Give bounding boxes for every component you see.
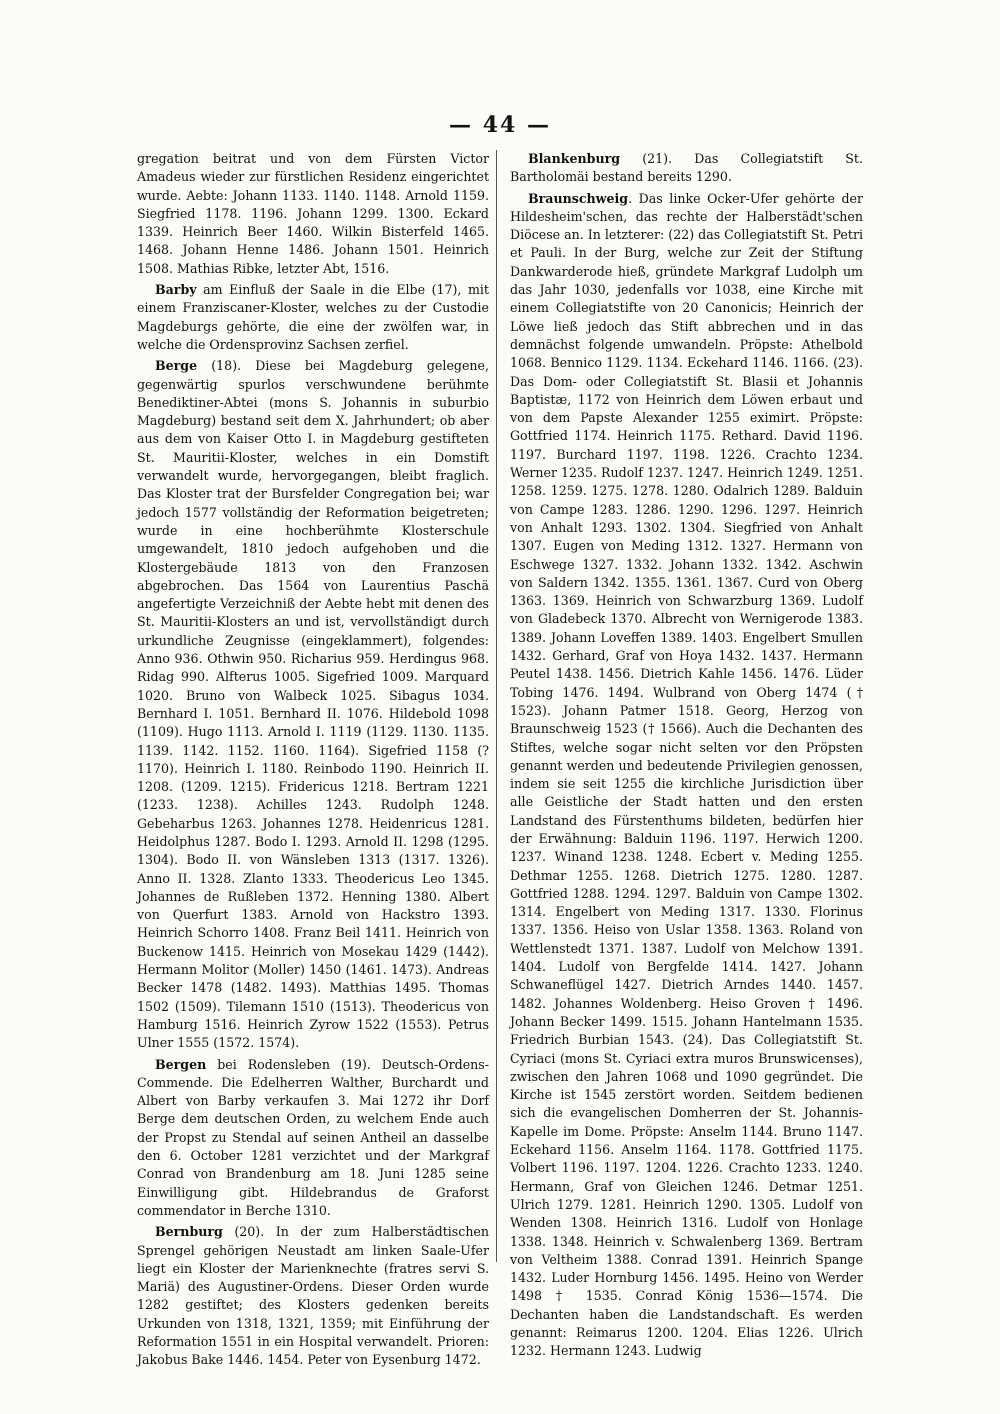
entry-heading: Berge [155, 358, 198, 374]
entry-barby [137, 281, 489, 354]
entry-bernburg [137, 1223, 489, 1369]
entry-text: (21). Das Collegiatstift St. Bartholomäi bestand bereits 1290. [510, 151, 863, 185]
entry-text: (18). Diese bei Magdeburg gelegene, gegenwärtig spurlos verschwundene berühmte Benediktiner-Abtei (mons S. Johannis in suburbio Magdeburg) bestand seit dem X. Jahrhundert; ob aber aus dem von Kaiser Otto I. in Magdeburg gestifteten St. Mauritii-Kloster, welches in ein Domstift verwandelt wurde, hervorgegangen, bleibt fraglich. Das Kloster trat der Bursfelder Congregation bei; war jedoch 1577 vollständig der Reformation beigetreten; wurde in eine hochberühmte Klosterschule umgewandelt, 1810 jedoch aufgehoben und die Klostergebäude 1813 von den Franzosen abgebrochen. Das 1564 von Laurentius Paschä angefertigte Verzeichniß der Aebte hebt mit denen des St. Mauritii-Klosters an und ist, vervollständigt durch urkundliche Zeugnisse (eingeklammert), folgendes: Anno 936. Othwin 950. Richarius 959. Herdingus 968. Ridag 990. Alfterus 1005. Sigefried 1009. Marquard 1020. Bruno von Walbeck 1025. Sibagus 1034. Bernhard I. 1051. Bernhard II. 1076. Hildebold 1098 (1109). Hugo 1113. Arnold I. 1119 (1129. 1130. 1135. 1139. 1142. 1152. 1160. 1164). Sigefried 1158 (?1170). Heinrich I. 1180. Reinbodo 1190. Heinrich II. 1208. (1209. 1215). Fridericus 1218. Bertram 1221 (1233. 1238). Achilles 1243. Rudolph 1248. Gebeharbus 1263. Johannes 1278. Heidenricus 1281. Heidolphus 1287. Bodo I. 1293. Arnold II. 1298 (1295. 1304). Bodo II. von Wänsleben 1313 (1317. 1326). Anno II. 1328. Zlanto 1333. Theodericus Leo 1345. Johannes de Rußleben 1372. Henning 1380. Albert von Querfurt 1383. Arnold von Hackstro 1393. Heinrich Schorro 1408. Franz Beil 1411. Heinrich von Buckenow 1415. Heinrich von Mosekau 1429 (1442). Hermann Molitor (Moller) 1450 (1461. 1473). Andreas Becker 1478 (1482. 1493). Matthias 1495. Thomas 1502 (1509). Tilemann 1510 (1513). Theodericus von Hamburg 1516. Heinrich Zyrow 1522 (1553). Petrus Ulner 1555 (1572. 1574). [137, 358, 489, 1051]
entry-heading: Blankenburg [528, 151, 621, 166]
entry-berge [137, 357, 489, 1052]
entry-text: (20). In der zum Halberstädtischen Sprengel gehörigen Neustadt am linken Saale-Ufer liegt ein Kloster der Marienknechte (fratres servi S. Mariä) des Augustiner-Ordens. Dieser Orden wurde 1282 gestiftet; des Klosters gedenken bereits Urkunden von 1318, 1321, 1359; mit Einführung der Reformation 1551 in ein Hospital verwandelt. Prioren: Jakobus Bake 1446. 1454. Peter von Eysenburg 1472. [137, 1224, 489, 1368]
entry-text: . Das linke Ocker-Ufer gehörte der Hildesheim'schen, das rechte der Halberstädt'schen Diöcese an. In letzterer: (22) das Collegiatstift St. Petri et Pauli. In der Burg, welche zur Zeit der Stiftung Dankwarderode hieß, gründete Markgraf Ludolph um das Jahr 1030, jedenfalls vor 1038, eine Kirche mit einem Collegiatstifte von 20 Canonicis; Heinrich der Löwe ließ jedoch das Stift abbrechen und in das demnächst folgende umwandeln. Pröpste: Athelbold 1068. Bennico 1129. 1134. Eckehard 1146. 1166. (23). Das Dom- oder Collegiatstift St. Blasii et Johannis Baptistæ, 1172 von Heinrich dem Löwen erbaut und von dem Papste Alexander 1255 eximirt. Pröpste: Gottfried 1174. Heinrich 1175. Rethard. David 1196. 1197. Burchard 1197. 1198. 1226. Crachto 1234. Werner 1235. Rudolf 1237. 1247. Heinrich 1249. 1251. 1258. 1259. 1275. 1278. 1280. Odalrich 1289. Balduin von Campe 1283. 1286. 1290. 1296. 1297. Heinrich von Anhalt 1293. 1302. 1304. Siegfried von Anhalt 1307. Eugen von Meding 1312. 1327. Hermann von Eschwege 1327. 1332. Johann 1332. 1342. Aschwin von Saldern 1342. 1355. 1361. 1367. Curd von Oberg 1363. 1369. Heinrich von Schwarzburg 1369. Ludolf von Gladebeck 1370. Albrecht von Wernigerode 1383. 1389. Johann Loveffen 1389. 1403. Engelbert Smullen 1432. Gerhard, Graf von Hoya 1432. 1437. Hermann Peutel 1438. 1456. Dietrich Kahle 1456. 1476. Lüder Tobing 1476. 1494. Wulbrand von Oberg 1474 († 1523). Johann Patmer 1518. Georg, Herzog von Braunschweig 1523 († 1566). Auch die Dechanten des Stiftes, welche sogar nicht selten vor den Pröpsten genannt werden und bedeutende Privilegien genossen, indem sie seit 1255 die kirchliche Jurisdiction über alle Geistliche der Stadt hatten und den ersten Landstand des Fürstenthums bildeten, bedürfen hier der Erwähnung: Balduin 1196. 1197. Herwich 1200. 1237. Winand 1238. 1248. Ecbert v. Meding 1255. Dethmar 1255. 1268. Dietrich 1275. 1280. 1287. Gottfried 1288. 1294. 1297. Balduin von Campe 1302. 1314. Engelbert von Meding 1317. 1330. Florinus 1337. 1356. Heiso von Uslar 1358. 1363. Roland von Wettlenstedt 1371. 1387. Ludolf von Melchow 1391. 1404. Ludolf von Bergfelde 1414. 1427. Johann Schwaneflügel 1427. Dietrich Arndes 1440. 1457. 1482. Johannes Woldenberg. Heiso Groven † 1496. Johann Becker 1499. 1515. Johann Hantelmann 1535. Friedrich Burbian 1543. (24). Das Collegiatstift St. Cyriaci (mons St. Cyriaci extra muros Brunswicenses), zwischen den Jahren 1068 und 1090 gegründet. Die Kirche ist 1545 zerstört worden. Seitdem bedienen sich die evangelischen Domherren der St. Johannis-Kapelle im Dome. Pröpste: Anselm 1144. Bruno 1147. Eckehard 1156. Anselm 1164. 1178. Gottfried 1175. Volbert 1196. 1197. 1204. 1226. Crachto 1233. 1240. Hermann, Graf von Gleichen 1246. Detmar 1251. Ulrich 1279. 1281. Heinrich 1290. 1305. Ludolf von Wenden 1308. Heinrich 1316. Ludolf von Honlage 1338. 1348. Heinrich v. Schwalenberg 1369. Bertram von Veltheim 1388. Conrad 1391. Heinrich Spange 1432. Luder Hornburg 1456. 1495. Heino von Werder 1498 † 1535. Conrad König 1536—1574. Die Dechanten haben die Landstandschaft. Es werden genannt: Reimarus 1200. 1204. Elias 1226. Ulrich 1232. Hermann 1243. Ludwig [510, 190, 863, 1359]
left-column [137, 150, 489, 1370]
entry-bergen [137, 1056, 489, 1221]
entry-text: bei Rodensleben (19). Deutsch-Ordens-Commende. Die Edelherren Walther, Burchardt und Albert von Barby verkaufen 3. Mai 1272 ihr Dorf Berge dem deutschen Orden, zu welchem Ende auch der Propst zu Stendal auf seinen Antheil an dasselbe den 6. October 1281 verzichtet und der Markgraf Conrad von Brandenburg am 18. Juni 1285 seine Einwilligung gibt. Hildebrandus de Graforst commendator in Berche 1310. [137, 1056, 489, 1218]
page-number: — 44 — [449, 112, 551, 138]
entry-heading: Braunschweig [528, 190, 629, 206]
entry-heading: Barby [155, 282, 197, 298]
paragraph-intro [137, 150, 489, 278]
entry-heading: Bernburg [155, 1224, 223, 1240]
column-divider [496, 150, 497, 1262]
paragraph-text: gregation beitrat und von dem Fürsten Victor Amadeus wieder zur fürstlichen Residenz eingerichtet wurde. Aebte: Johann 1133. 1140. 1148. Arnold 1159. Siegfried 1178. 1196. Johann 1299. 1300. Eckard 1339. Heinrich Beer 1460. Wilkin Bisterfeld 1465. 1468. Johann Henne 1486. Johann 1501. Heinrich 1508. Mathias Ribke, letzter Abt, 1516. [137, 151, 489, 276]
entry-heading: Bergen [155, 1056, 207, 1072]
entry-text: am Einfluß der Saale in die Elbe (17), mit einem Franziscaner-Kloster, welches zu der Custodie Magdeburgs gehörte, die eine der zwölfen war, in welche die Ordensprovinz Sachsen zerfiel. [137, 282, 489, 352]
right-column [510, 150, 863, 1361]
entry-blankenburg [510, 150, 863, 187]
entry-braunschweig [510, 190, 863, 1361]
